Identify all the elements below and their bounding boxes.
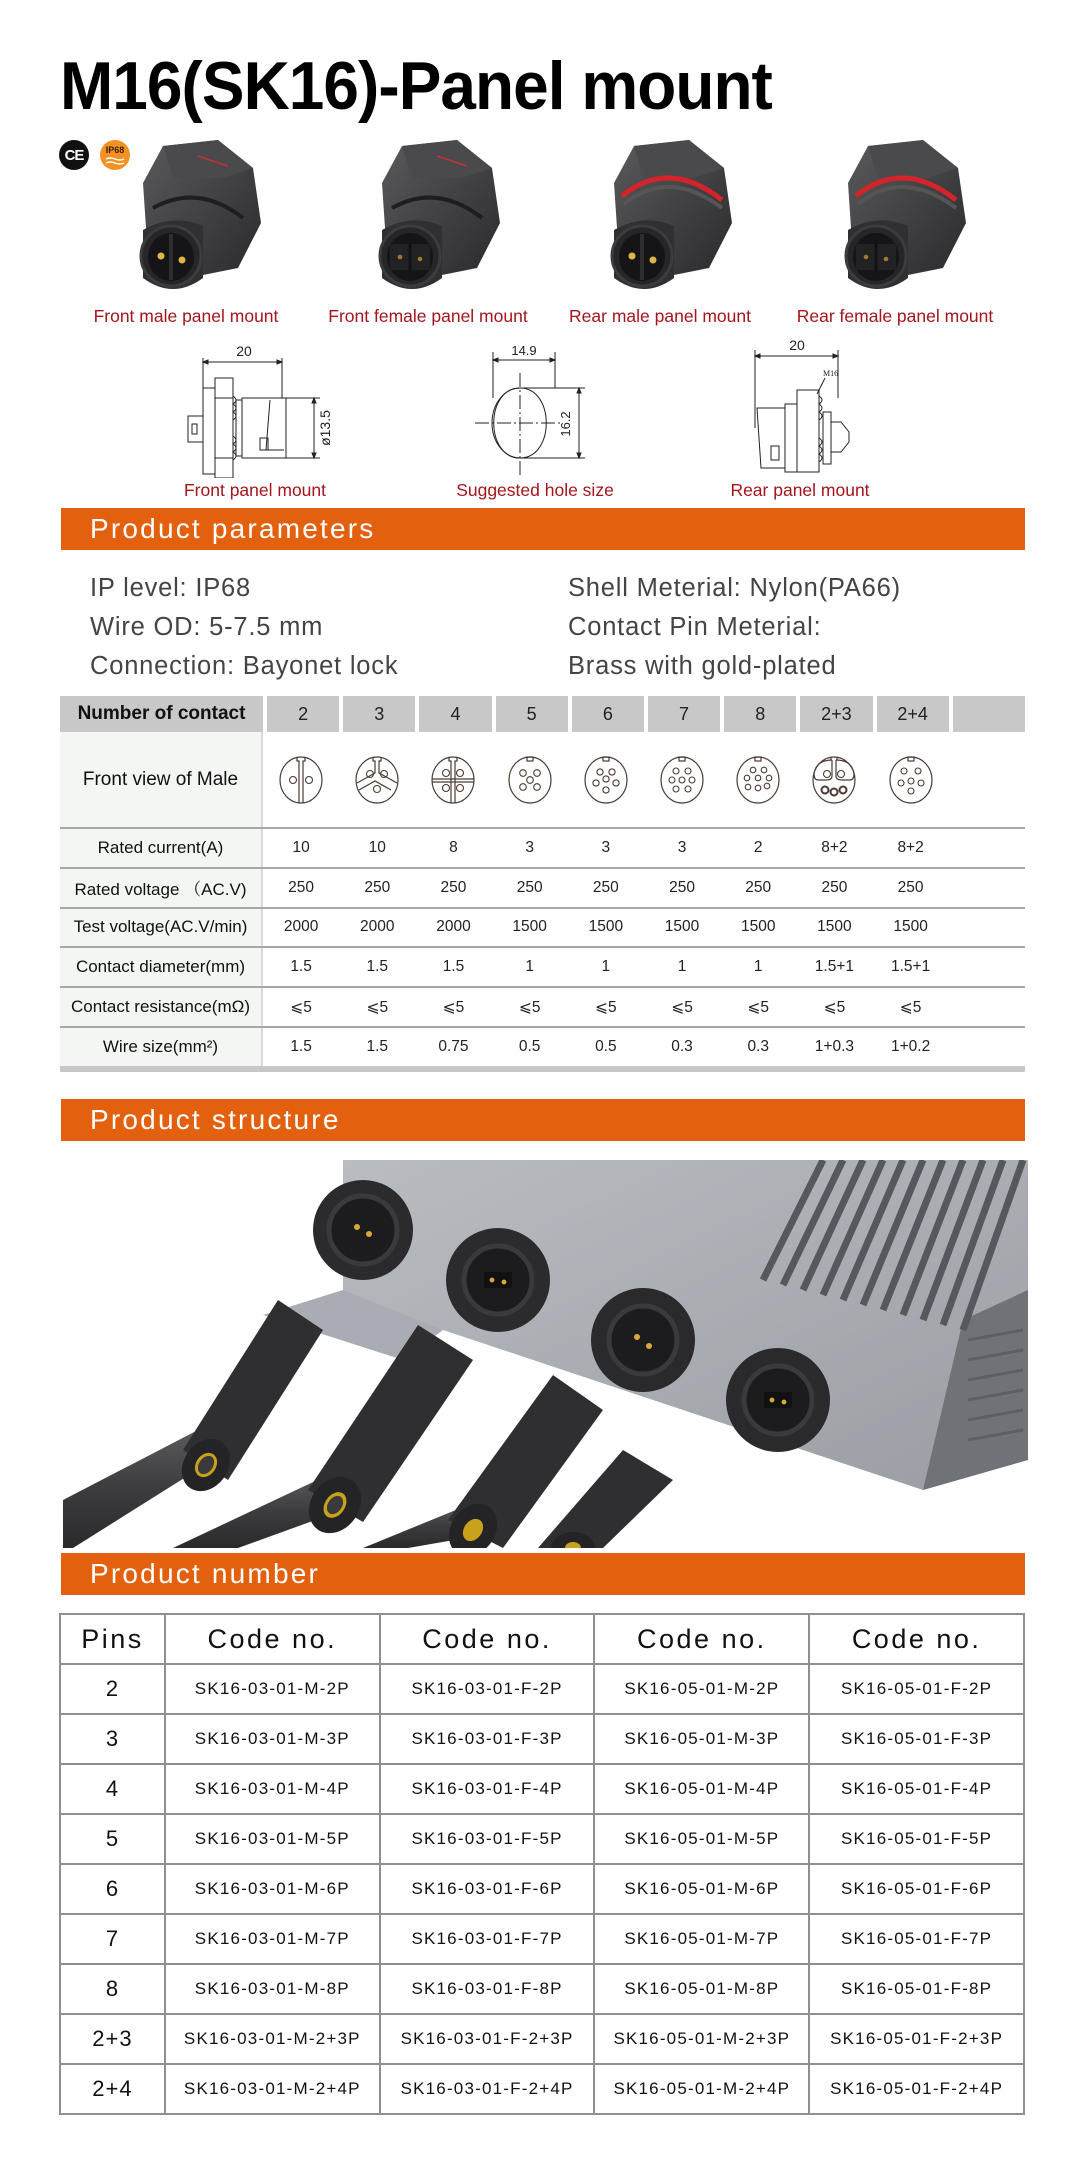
- table-cell: 1: [677, 958, 687, 976]
- pin-layout-cell: [644, 732, 720, 827]
- parameters-table: [60, 696, 1025, 1066]
- code-cell: SK16-05-01-M-7P: [594, 1914, 809, 1964]
- ce-mark-icon: [59, 140, 89, 170]
- drawing-caption: Front panel mount: [183, 480, 327, 500]
- code-cell: SK16-05-01-F-6P: [809, 1864, 1024, 1914]
- table-cell: 0.75: [438, 1037, 469, 1055]
- code-cell: SK16-03-01-M-3P: [165, 1714, 380, 1764]
- row-label: Wire size(mm²): [60, 1028, 263, 1066]
- table-cell: 1.5: [290, 1037, 312, 1055]
- table-cell: 1.5: [366, 958, 389, 976]
- table-row: [60, 827, 1025, 867]
- dimension-diameter: ø13.5: [317, 410, 333, 446]
- table-header-row: [60, 696, 1025, 732]
- param-shell-material: Shell Meterial: Nylon(PA66): [568, 574, 901, 602]
- table-cell: 8: [449, 838, 458, 856]
- pin-layout-cell: [492, 732, 568, 827]
- code-cell: SK16-03-01-F-2+4P: [380, 2064, 595, 2114]
- table-cell: 250: [364, 878, 391, 896]
- code-cell: SK16-03-01-F-5P: [380, 1814, 595, 1864]
- contact-count: [953, 696, 1025, 732]
- table-cell: 0.5: [518, 1037, 541, 1055]
- table-cell: ⩽5: [899, 998, 922, 1016]
- table-cell: 250: [516, 878, 543, 896]
- table-cell: 3: [601, 838, 611, 856]
- table-cell: 10: [368, 838, 386, 856]
- table-cell: 250: [669, 878, 695, 896]
- contact-count: 8: [724, 696, 796, 732]
- code-cell: SK16-05-01-F-5P: [809, 1814, 1024, 1864]
- product-caption: Rear female panel mount: [796, 306, 994, 326]
- param-wire-od: Wire OD: 5-7.5 mm: [90, 613, 324, 641]
- table-cell: ⩽5: [290, 998, 312, 1016]
- row-label: Contact diameter(mm): [60, 948, 263, 986]
- table-cell: 1500: [740, 918, 776, 936]
- section-header-number: Product number: [61, 1553, 1025, 1595]
- product-caption: Rear male panel mount: [569, 306, 751, 326]
- pin-layout-cell: [796, 732, 872, 827]
- pin-layout-2-pin-icon: [276, 755, 326, 805]
- dimension-width: 20: [236, 343, 252, 359]
- code-cell: SK16-03-01-F-2+3P: [380, 2014, 595, 2064]
- pins-cell: 7: [60, 1914, 165, 1964]
- code-cell: SK16-05-01-M-6P: [594, 1864, 809, 1914]
- table-row: [60, 1814, 1024, 1864]
- pin-layout-cell: [263, 732, 339, 827]
- table-row: [60, 986, 1025, 1026]
- table-row: [60, 867, 1025, 907]
- column-header-code: Code no.: [165, 1614, 380, 1664]
- table-cell: 1.5: [366, 1037, 389, 1055]
- table-cell: 250: [440, 878, 467, 896]
- table-cell: 1.5+1: [890, 958, 931, 976]
- table-cell: 1.5: [442, 958, 465, 976]
- pin-layout-4-pin-icon: [428, 755, 478, 805]
- pin-layout-cell: [339, 732, 415, 827]
- table-cell: ⩽5: [747, 998, 770, 1016]
- table-row: [60, 1764, 1024, 1814]
- table-cell: 1500: [817, 918, 852, 936]
- code-cell: SK16-03-01-F-7P: [380, 1914, 595, 1964]
- row-label: Test voltage(AC.V/min): [60, 909, 263, 947]
- table-bottom-bar: [60, 1066, 1025, 1072]
- section-header-parameters: Product parameters: [61, 508, 1025, 550]
- table-row: [60, 946, 1025, 986]
- contact-count: 5: [496, 696, 568, 732]
- code-cell: SK16-03-01-M-2P: [165, 1664, 380, 1714]
- product-image-rear-male: [574, 138, 744, 303]
- table-cell: 0.3: [671, 1037, 693, 1055]
- table-cell: 0.5: [595, 1037, 617, 1055]
- row-label: Rated voltage （AC.V): [60, 869, 263, 907]
- product-caption: Front female panel mount: [328, 306, 528, 326]
- row-label: Front view of Male: [60, 732, 263, 827]
- code-cell: SK16-05-01-M-2P: [594, 1664, 809, 1714]
- product-image-front-female: [342, 138, 512, 303]
- table-cell: 0.3: [747, 1037, 769, 1055]
- table-cell: 1: [753, 958, 763, 976]
- pin-layout-2plus4-pin-icon: [886, 755, 936, 805]
- product-number-table: [59, 1613, 1025, 2115]
- pin-layout-6-pin-icon: [581, 755, 631, 805]
- code-cell: SK16-05-01-M-2+4P: [594, 2064, 809, 2114]
- table-cell: 1500: [588, 918, 624, 936]
- param-connection: Connection: Bayonet lock: [90, 652, 399, 680]
- code-cell: SK16-05-01-M-3P: [594, 1714, 809, 1764]
- product-image-rear-female: [808, 138, 978, 303]
- table-row: [60, 2064, 1024, 2114]
- pins-cell: 3: [60, 1714, 165, 1764]
- male-connector-icon: [103, 138, 273, 303]
- contact-count: 2+3: [800, 696, 872, 732]
- dimension-width: 14.9: [511, 343, 537, 358]
- ce-mark-text: CE: [64, 146, 84, 164]
- table-row: [60, 1864, 1024, 1914]
- code-cell: SK16-03-01-M-6P: [165, 1864, 380, 1914]
- pins-cell: 8: [60, 1964, 165, 2014]
- table-cell: 8+2: [821, 838, 848, 856]
- page-title: M16(SK16)-Panel mount: [60, 48, 772, 124]
- code-cell: SK16-05-01-F-2+4P: [809, 2064, 1024, 2114]
- table-row: [60, 1914, 1024, 1964]
- table-cell: 1: [525, 958, 534, 976]
- code-cell: SK16-03-01-M-8P: [165, 1964, 380, 2014]
- female-connector-icon: [342, 138, 512, 303]
- contact-count: 2: [267, 696, 339, 732]
- row-label: Rated current(A): [60, 829, 263, 867]
- table-cell: 3: [677, 838, 687, 856]
- drawing-caption: Suggested hole size: [456, 480, 614, 500]
- table-cell: ⩽5: [823, 998, 846, 1016]
- table-cell: 1500: [512, 918, 547, 936]
- pins-cell: 5: [60, 1814, 165, 1864]
- param-ip-level: IP level: IP68: [90, 574, 251, 602]
- code-cell: SK16-03-01-M-2+3P: [165, 2014, 380, 2064]
- contact-count: 4: [419, 696, 491, 732]
- pin-layout-cell: [720, 732, 796, 827]
- pins-cell: 2: [60, 1664, 165, 1714]
- pin-layout-5-pin-icon: [505, 755, 555, 805]
- code-cell: SK16-03-01-F-4P: [380, 1764, 595, 1814]
- code-cell: SK16-05-01-M-4P: [594, 1764, 809, 1814]
- product-image-front-male: [103, 138, 273, 303]
- table-cell: 250: [745, 878, 772, 896]
- drawing-rear-panel-mount: [735, 338, 875, 478]
- table-cell: 2000: [283, 918, 319, 936]
- pin-layout-7-pin-icon: [657, 755, 707, 805]
- table-cell: ⩽5: [366, 998, 389, 1016]
- table-cell: 1.5: [290, 958, 312, 976]
- table-cell: 3: [525, 838, 534, 856]
- code-cell: SK16-05-01-M-2+3P: [594, 2014, 809, 2064]
- pins-cell: 4: [60, 1764, 165, 1814]
- pins-cell: 2+4: [60, 2064, 165, 2114]
- code-cell: SK16-05-01-F-3P: [809, 1714, 1024, 1764]
- product-structure-photo: [63, 1160, 1028, 1548]
- table-cell: ⩽5: [671, 998, 693, 1016]
- pins-cell: 6: [60, 1864, 165, 1914]
- table-cell: 2000: [360, 918, 395, 936]
- code-cell: SK16-05-01-F-8P: [809, 1964, 1024, 2014]
- table-row-front-view: [60, 732, 1025, 827]
- code-cell: SK16-03-01-M-2+4P: [165, 2064, 380, 2114]
- section-header-structure: Product structure: [61, 1099, 1025, 1141]
- table-cell: 1500: [893, 918, 928, 936]
- table-cell: 1.5+1: [814, 958, 855, 976]
- table-cell: 2000: [436, 918, 471, 936]
- table-row: [60, 1714, 1024, 1764]
- row-label: Contact resistance(mΩ): [60, 988, 263, 1026]
- pin-layout-2plus3-pin-icon: [809, 755, 859, 805]
- product-caption: Front male panel mount: [93, 306, 279, 326]
- table-cell: 250: [592, 878, 619, 896]
- code-cell: SK16-05-01-F-2+3P: [809, 2014, 1024, 2064]
- code-cell: SK16-03-01-F-8P: [380, 1964, 595, 2014]
- table-cell: 250: [897, 878, 924, 896]
- drawing-caption: Rear panel mount: [730, 480, 870, 500]
- table-row: [60, 2014, 1024, 2064]
- param-contact-material: Contact Pin Meterial:: [568, 613, 822, 641]
- column-header-code: Code no.: [594, 1614, 809, 1664]
- table-cell: ⩽5: [595, 998, 617, 1016]
- dimension-width: 20: [789, 338, 805, 353]
- table-cell: 8+2: [897, 838, 924, 856]
- pins-cell: 2+3: [60, 2014, 165, 2064]
- table-cell: ⩽5: [442, 998, 465, 1016]
- pin-layout-cell: [568, 732, 644, 827]
- table-header-row: [60, 1614, 1024, 1664]
- drawing-front-panel-mount: [170, 338, 360, 478]
- code-cell: SK16-03-01-M-4P: [165, 1764, 380, 1814]
- table-cell: ⩽5: [518, 998, 541, 1016]
- pin-layout-cell: [415, 732, 491, 827]
- table-cell: 250: [821, 878, 848, 896]
- column-header-code: Code no.: [380, 1614, 595, 1664]
- drawing-suggested-hole: [465, 338, 605, 478]
- table-row: [60, 907, 1025, 947]
- table-row: [60, 1964, 1024, 2014]
- code-cell: SK16-05-01-F-2P: [809, 1664, 1024, 1714]
- table-header-label: Number of contact: [60, 696, 263, 732]
- male-connector-icon: [574, 138, 744, 303]
- code-cell: SK16-05-01-M-5P: [594, 1814, 809, 1864]
- ip68-badge-text: IP68: [105, 144, 125, 155]
- table-cell: 1+0.3: [814, 1037, 855, 1055]
- table-row: [60, 1026, 1025, 1066]
- column-header-pins: Pins: [60, 1614, 165, 1664]
- table-cell: 1500: [664, 918, 700, 936]
- table-row: [60, 1664, 1024, 1714]
- column-header-code: Code no.: [809, 1614, 1024, 1664]
- female-connector-icon: [808, 138, 978, 303]
- param-contact-material-value: Brass with gold-plated: [568, 652, 837, 680]
- table-cell: 1: [601, 958, 611, 976]
- contact-count: 2+4: [877, 696, 949, 732]
- code-cell: SK16-03-01-F-3P: [380, 1714, 595, 1764]
- code-cell: SK16-03-01-M-5P: [165, 1814, 380, 1864]
- dimension-height: 16.2: [558, 411, 573, 437]
- code-cell: SK16-05-01-F-7P: [809, 1914, 1024, 1964]
- table-cell: 10: [292, 838, 310, 856]
- code-cell: SK16-03-01-M-7P: [165, 1914, 380, 1964]
- pin-layout-8-pin-icon: [733, 755, 783, 805]
- table-cell: 1+0.2: [890, 1037, 931, 1055]
- code-cell: SK16-05-01-F-4P: [809, 1764, 1024, 1814]
- contact-count: 3: [343, 696, 415, 732]
- code-cell: SK16-03-01-F-2P: [380, 1664, 595, 1714]
- table-cell: 2: [753, 838, 763, 856]
- table-cell: 250: [288, 878, 315, 896]
- code-cell: SK16-03-01-F-6P: [380, 1864, 595, 1914]
- pin-layout-3-pin-icon: [352, 755, 402, 805]
- contact-count: 6: [572, 696, 644, 732]
- contact-count: 7: [648, 696, 720, 732]
- pin-layout-cell: [873, 732, 949, 827]
- code-cell: SK16-05-01-M-8P: [594, 1964, 809, 2014]
- dimension-thread: M16: [823, 369, 839, 378]
